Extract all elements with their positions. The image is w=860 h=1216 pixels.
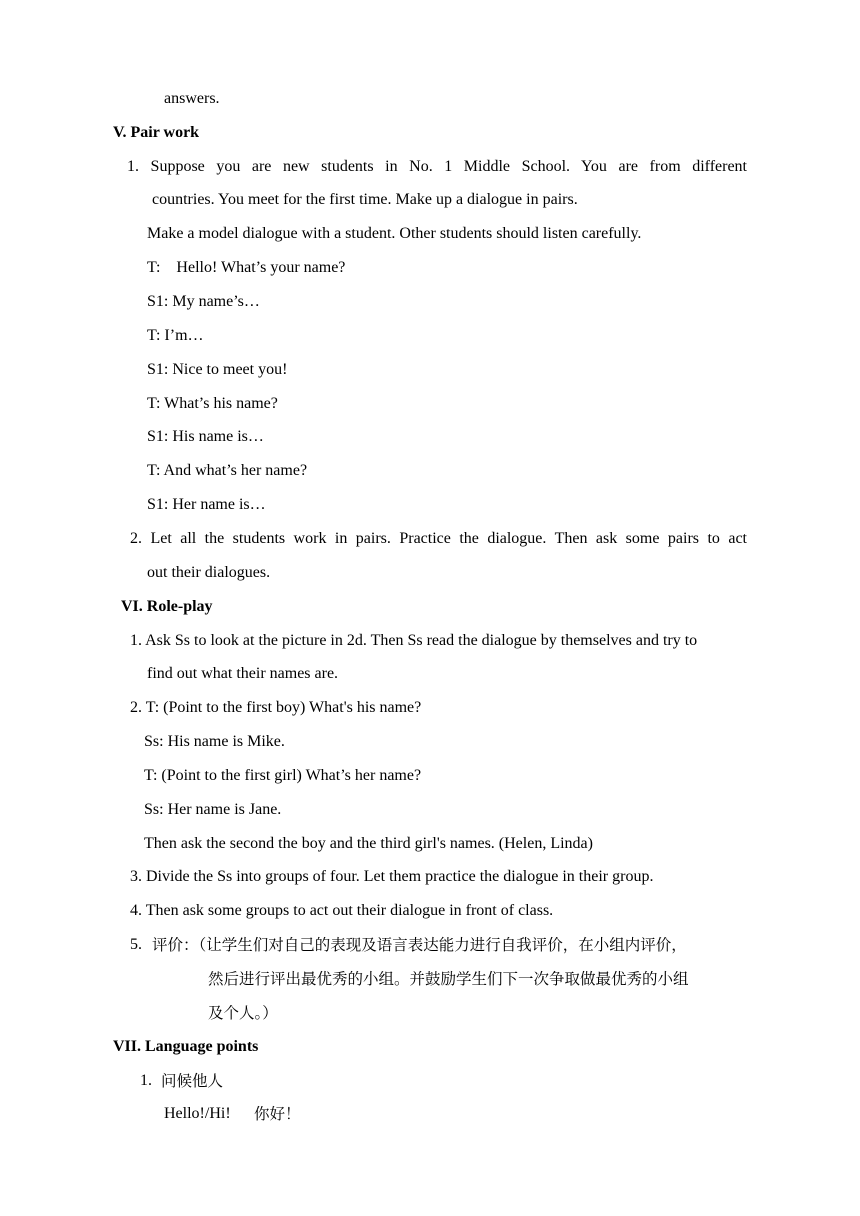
list-item: 1. Ask Ss to look at the picture in 2d. Then Ss read the dialogue by themselves and try to (130, 632, 698, 649)
dialogue-line: S1: Her name is… (147, 496, 266, 513)
dialogue-line: T: I’m… (147, 327, 204, 344)
dialogue-line: T: (Point to the first girl) What’s her name? (144, 767, 422, 784)
example-english: Hello!/Hi! (164, 1105, 231, 1122)
text-line: out their dialogues. (147, 564, 271, 581)
example-chinese: 你好！ (254, 1105, 301, 1123)
dialogue-line: S1: His name is… (147, 428, 264, 445)
list-item: 2. T: (Point to the first boy) What's his name? (130, 699, 422, 716)
list-item-number: 1. (140, 1072, 152, 1089)
list-item-number: 5. (130, 936, 142, 953)
dialogue-line: T: And what’s her name? (147, 462, 308, 479)
text-line: countries. You meet for the first time. Make up a dialogue in pairs. (152, 191, 578, 208)
section-heading-pair-work: V. Pair work (113, 124, 200, 141)
list-item: 评价：（让学生们对自己的表现及语言表达能力进行自我评价，在小组内评价， (152, 936, 687, 954)
dialogue-line: T: What’s his name? (147, 395, 278, 412)
dialogue-line: Ss: His name is Mike. (144, 733, 285, 750)
text-line: 及个人。） (208, 1004, 278, 1022)
list-item: 4. Then ask some groups to act out their dialogue in front of class. (130, 902, 554, 919)
dialogue-line: Ss: Her name is Jane. (144, 801, 282, 818)
section-heading-role-play: VI. Role-play (121, 598, 213, 615)
section-heading-language-points: VII. Language points (113, 1038, 259, 1055)
text-line: 然后进行评出最优秀的小组。并鼓励学生们下一次争取做最优秀的小组 (208, 970, 689, 988)
list-item: 3. Divide the Ss into groups of four. Let them practice the dialogue in their group. (130, 868, 654, 885)
text-line: find out what their names are. (147, 665, 339, 682)
list-item: 2. Let all the students work in pairs. Practice the dialogue. Then ask some pairs to act (130, 530, 747, 547)
dialogue-line: S1: My name’s… (147, 293, 260, 310)
text-line: Then ask the second the boy and the third girl's names. (Helen, Linda) (144, 835, 593, 852)
list-item: 1. Suppose you are new students in No. 1 Middle School. You are from different (127, 158, 747, 175)
dialogue-line: S1: Nice to meet you! (147, 361, 288, 378)
list-item: 问候他人 (161, 1072, 224, 1090)
text-line: answers. (164, 90, 220, 107)
dialogue-line: T: Hello! What’s your name? (147, 259, 346, 276)
text-line: Make a model dialogue with a student. Other students should listen carefully. (147, 225, 642, 242)
